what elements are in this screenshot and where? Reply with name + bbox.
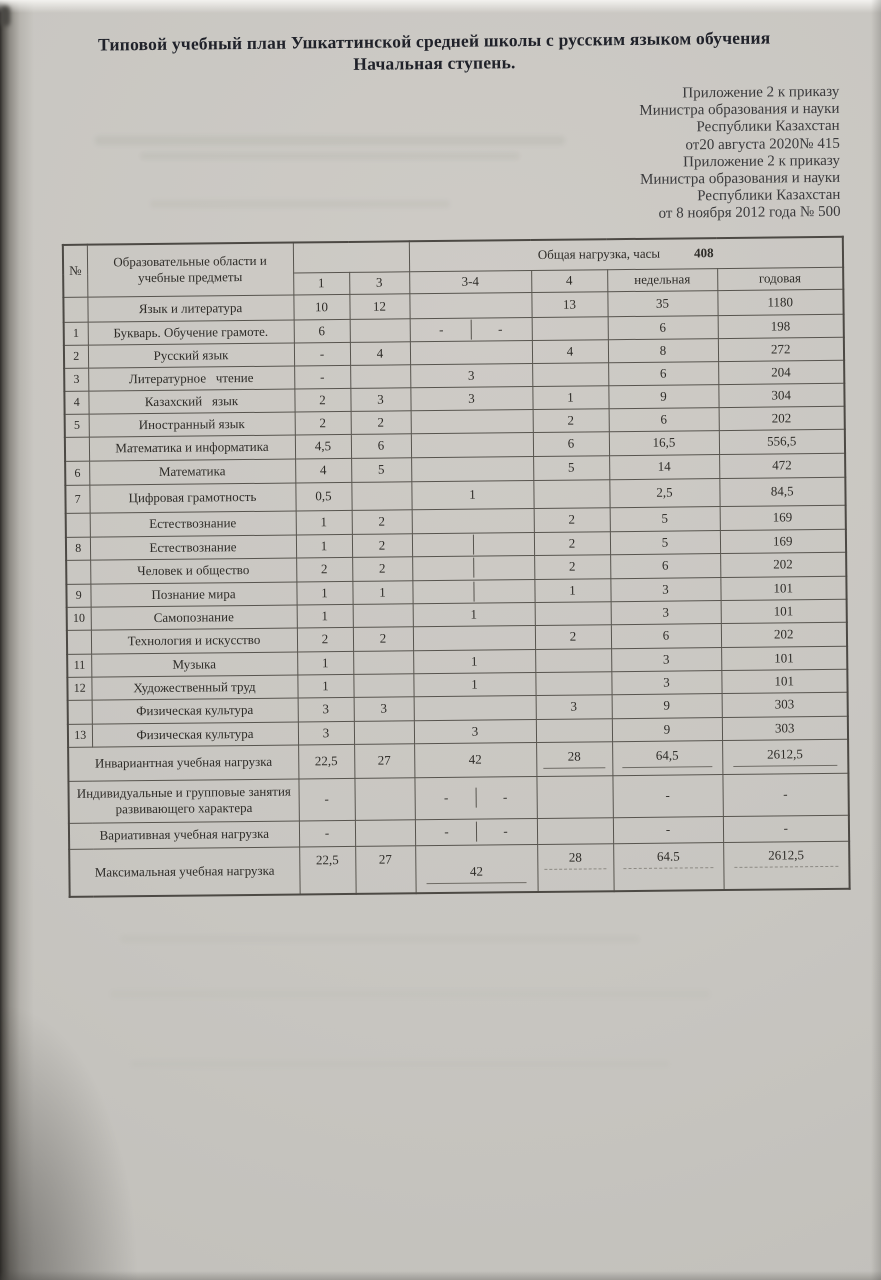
row-label: Язык и литература — [87, 295, 293, 322]
cell-c4: 2 — [533, 408, 609, 432]
underline-mark — [623, 867, 713, 869]
appendix-line: Республики Казахстан — [697, 187, 841, 205]
cell-week: 2,5 — [609, 478, 719, 507]
row-number: 5 — [65, 414, 89, 437]
appendix-line: Министра образования и науки — [639, 169, 841, 188]
appendix-block — [639, 84, 841, 224]
cell-week: 3 — [610, 577, 720, 601]
cell-c34-half: - — [438, 321, 444, 337]
cell-c34 — [415, 818, 537, 845]
cell-c3 — [350, 318, 410, 342]
cell-c34: 42 — [414, 742, 536, 777]
row-number — [66, 560, 90, 584]
cell-c4: 6 — [533, 431, 609, 456]
cell-c4: 4 — [532, 339, 608, 363]
cell-c3: 3 — [354, 696, 414, 721]
row-number: 12 — [67, 677, 91, 700]
row-label: Естествознание — [90, 511, 296, 537]
cell-c34 — [413, 625, 535, 650]
cell-c1: 1 — [297, 604, 353, 628]
cell-c1: 10 — [293, 294, 349, 320]
load-total: 408 — [694, 245, 714, 261]
curriculum-table — [62, 236, 851, 898]
cell-week: - — [613, 816, 723, 843]
cell-c1: 0,5 — [295, 482, 351, 511]
cell-year: 101 — [721, 599, 847, 623]
cell-c3 — [351, 481, 411, 510]
cell-c1: 4,5 — [295, 434, 351, 459]
cell-c34-half: - — [475, 787, 534, 808]
appendix-line: Приложение 2 к приказу — [682, 83, 840, 102]
cell-c3 — [350, 364, 410, 388]
row-label: Физическая культура — [92, 721, 298, 746]
cell-c4 — [535, 671, 611, 695]
cell-value: 2612,5 — [767, 746, 803, 762]
cell-week: 9 — [608, 384, 718, 408]
cell-c4: 2 — [534, 531, 610, 555]
cell-week: 6 — [611, 623, 721, 648]
row-label: Физическая культура — [92, 697, 298, 723]
cell-c4 — [533, 479, 609, 508]
cell-c4: 2 — [534, 507, 610, 532]
cell-year: 101 — [721, 669, 847, 693]
table-body — [63, 289, 849, 897]
row-label: Самопознание — [91, 605, 297, 630]
row-label: Литературное чтение — [88, 366, 294, 391]
underline-mark — [734, 865, 838, 867]
split-cell — [414, 534, 531, 555]
photo-edge-spot — [0, 6, 10, 26]
cell-week: 3 — [611, 647, 721, 671]
cell-c34 — [414, 695, 536, 720]
col-header-grade-3: 3 — [349, 271, 409, 294]
cell-c34 — [409, 292, 531, 318]
cell-c3: 3 — [350, 387, 410, 411]
table-row — [69, 841, 849, 897]
split-cell — [417, 821, 534, 842]
cell-c1: 1 — [297, 651, 353, 675]
cell-value: 28 — [567, 748, 581, 764]
row-number: 11 — [67, 654, 91, 677]
row-number: 13 — [68, 724, 92, 747]
cell-c1: 3 — [298, 697, 354, 722]
row-label: Казахский язык — [88, 389, 294, 414]
cell-c34-half: - — [475, 821, 534, 842]
row-label: Художественный труд — [91, 675, 297, 700]
cell-year: - — [722, 773, 848, 816]
col-header-load — [409, 237, 843, 272]
row-label: Познание мира — [90, 582, 296, 607]
cell-year: 472 — [719, 453, 845, 478]
cell-year: 202 — [721, 622, 847, 647]
cell-year: 169 — [720, 505, 846, 530]
row-label: Естествознание — [90, 535, 296, 560]
cell-c4 — [535, 648, 611, 672]
cell-c3 — [353, 673, 413, 697]
document-title — [0, 25, 875, 78]
split-cell — [417, 787, 534, 808]
cell-c4: 13 — [531, 291, 607, 317]
row-label: Математика — [89, 459, 295, 485]
cell-value: 42 — [469, 863, 484, 879]
cell-c3: 2 — [352, 509, 412, 534]
underline-mark — [545, 868, 606, 870]
cell-c34-half: - — [470, 319, 529, 340]
cell-year: 198 — [718, 314, 844, 338]
cell-year: 303 — [722, 716, 848, 740]
cell-c3: 1 — [352, 580, 412, 604]
underline-mark — [426, 882, 527, 884]
cell-week: 9 — [612, 717, 722, 741]
cell-c34: 3 — [410, 386, 532, 410]
row-label: Индивидуальные и групповые занятия развивающего характера — [68, 778, 298, 822]
cell-c1: - — [294, 342, 350, 366]
col-header-weekly: недельная — [607, 268, 717, 291]
cell-c1: 2 — [294, 388, 350, 412]
appendix-line: Министра образования и науки — [639, 100, 840, 120]
cell-c1: 1 — [296, 510, 352, 535]
cell-year: 169 — [720, 529, 846, 553]
cell-c34 — [412, 508, 534, 533]
cell-c4 — [532, 362, 608, 386]
cell-c34: 1 — [411, 480, 533, 509]
cell-value: 64,5 — [655, 747, 679, 763]
cell-year: 204 — [718, 360, 844, 384]
cell-c4 — [532, 316, 608, 340]
cell-c4 — [536, 718, 612, 742]
split-cell — [415, 557, 532, 578]
cell-c3 — [354, 777, 414, 820]
row-number — [67, 630, 91, 654]
cell-c34 — [410, 340, 532, 364]
cell-c3 — [355, 819, 415, 846]
cell-year — [722, 739, 848, 774]
row-number: 3 — [64, 368, 88, 391]
appendix-line: от20 августа 2020№ 415 — [685, 135, 840, 154]
cell-week: 6 — [610, 553, 720, 578]
cell-week: 5 — [610, 530, 720, 554]
cell-c1: 3 — [298, 721, 354, 745]
cell-week: 6 — [609, 407, 719, 431]
cell-c34 — [415, 844, 537, 893]
col-header-yearly: годовая — [717, 267, 843, 290]
underline-mark — [733, 765, 837, 767]
cell-year: - — [723, 815, 849, 842]
cell-year — [723, 841, 849, 890]
row-number: 10 — [67, 607, 91, 630]
cell-c1: - — [298, 778, 354, 821]
cell-c4: 3 — [536, 694, 612, 719]
cell-c3: 2 — [353, 626, 413, 651]
cell-c3: 6 — [351, 433, 411, 458]
cell-c4 — [537, 843, 613, 892]
cell-year: 303 — [722, 692, 848, 717]
row-label: Математика и информатика — [89, 435, 295, 461]
cell-c4: 1 — [532, 385, 608, 409]
cell-c1: 2 — [296, 557, 352, 582]
cell-c1: 22,5 — [298, 744, 354, 779]
cell-c3: 27 — [354, 743, 414, 778]
cell-week: 14 — [609, 454, 719, 479]
col-header-grade-4: 4 — [531, 269, 607, 292]
row-number: 2 — [64, 345, 88, 368]
cell-c1: 1 — [297, 674, 353, 698]
row-number — [63, 297, 87, 322]
cell-c34-half — [472, 534, 531, 555]
cell-year: 304 — [718, 383, 844, 407]
cell-c34 — [411, 456, 533, 481]
cell-c34-half — [415, 581, 473, 602]
cell-week: 3 — [611, 600, 721, 624]
row-label: Человек и общество — [90, 558, 296, 584]
cell-c1: 1 — [296, 581, 352, 605]
cell-week: 6 — [608, 361, 718, 385]
cell-c34: 3 — [414, 719, 536, 743]
cell-c3 — [353, 650, 413, 674]
title-line-2: Начальная ступень. — [353, 52, 516, 74]
cell-c34: 3 — [410, 363, 532, 387]
cell-c34 — [411, 409, 533, 433]
row-label: Букварь. Обучение грамоте. — [88, 320, 294, 345]
row-label: Иностранный язык — [89, 412, 295, 437]
cell-c34-half — [414, 534, 472, 555]
cell-c1: 2 — [295, 411, 351, 435]
appendix-line: Республики Казахстан — [696, 118, 840, 136]
cell-c34 — [414, 776, 536, 819]
cell-c1: 2 — [297, 627, 353, 652]
row-number: 1 — [64, 322, 88, 345]
appendix-line: Приложение 2 к приказу — [682, 152, 841, 171]
cell-week: 5 — [610, 506, 720, 531]
cell-year: 202 — [720, 552, 846, 577]
cell-c1: 4 — [295, 458, 351, 483]
cell-c3: 5 — [351, 457, 411, 482]
cell-week: 3 — [611, 670, 721, 694]
cell-c34: 1 — [413, 602, 535, 626]
cell-c3: 2 — [351, 410, 411, 434]
col-header-grade-3-4: 3-4 — [409, 270, 531, 293]
cell-c4 — [536, 775, 612, 818]
cell-c34-half — [415, 558, 473, 579]
cell-c4: 2 — [535, 624, 611, 649]
row-number: 6 — [65, 461, 89, 485]
row-label: Цифровая грамотность — [89, 483, 295, 513]
row-number: 8 — [66, 537, 90, 560]
cell-week: 16,5 — [609, 430, 719, 455]
split-cell — [415, 581, 532, 602]
cell-c34 — [410, 317, 532, 341]
row-number — [66, 513, 90, 537]
underline-mark — [544, 767, 605, 769]
split-cell — [412, 319, 529, 340]
cell-c34: 1 — [413, 672, 535, 696]
cell-c3 — [354, 720, 414, 744]
col-header-grade-1: 1 — [293, 272, 349, 295]
row-number — [68, 700, 92, 724]
cell-year: 101 — [721, 646, 847, 670]
row-label: Технология и искусство — [91, 628, 297, 654]
cell-c4 — [537, 817, 613, 844]
load-title: Общая нагрузка, часы — [537, 245, 661, 263]
cell-c3: 4 — [350, 341, 410, 365]
appendix-line: от 8 ноября 2012 года № 500 — [658, 204, 841, 223]
row-label: Музыка — [91, 652, 297, 677]
cell-c34-half: - — [444, 823, 449, 839]
cell-year: 202 — [719, 406, 845, 430]
cell-c34-half — [473, 581, 532, 602]
cell-week: 35 — [607, 290, 717, 316]
row-number: 9 — [66, 584, 90, 607]
title-line-1: Типовой учебный план Ушкаттинской средней школы с русским языком обучения — [97, 27, 771, 55]
col-header-empty — [293, 241, 409, 272]
cell-year: 272 — [718, 337, 844, 361]
cell-c34-half: - — [443, 789, 449, 805]
row-label: Инвариантная учебная нагрузка — [68, 744, 298, 780]
cell-year: 1180 — [717, 289, 843, 315]
cell-c4: 1 — [534, 578, 610, 602]
cell-c3: 27 — [355, 845, 415, 894]
cell-value: 64.5 — [656, 848, 680, 864]
cell-c3: 12 — [349, 293, 409, 319]
cell-c1: 6 — [294, 319, 350, 343]
cell-c4 — [536, 741, 612, 776]
row-number: 7 — [65, 485, 89, 513]
row-label: Вариативная учебная нагрузка — [69, 820, 299, 848]
cell-c34 — [412, 532, 534, 556]
cell-c3: 2 — [352, 533, 412, 557]
cell-value: 2612,5 — [768, 846, 804, 863]
cell-year: 84,5 — [719, 477, 845, 506]
cell-c3: 2 — [352, 556, 412, 581]
cell-c1: 22,5 — [299, 846, 355, 895]
table-wrap — [62, 236, 849, 898]
cell-week: 8 — [608, 338, 718, 362]
cell-c34 — [412, 555, 534, 580]
cell-week: 6 — [608, 315, 718, 339]
cell-c34-half — [473, 557, 532, 578]
row-number — [65, 437, 89, 461]
cell-c1: - — [299, 820, 355, 847]
underline-mark — [622, 766, 712, 768]
cell-c1: - — [294, 365, 350, 389]
cell-week — [612, 740, 722, 775]
cell-week: - — [612, 774, 722, 817]
cell-c4 — [535, 601, 611, 625]
cell-week: 9 — [612, 693, 722, 718]
cell-year: 101 — [720, 576, 846, 600]
cell-week — [613, 842, 723, 891]
row-label: Максимальная учебная нагрузка — [69, 846, 299, 896]
col-header-num: № — [63, 245, 88, 297]
cell-c3 — [353, 603, 413, 627]
cell-c34: 1 — [413, 649, 535, 673]
cell-c34 — [411, 432, 533, 457]
row-label: Русский язык — [88, 343, 294, 368]
col-header-subjects: Образовательные области и учебные предметы — [87, 243, 294, 297]
row-number: 4 — [64, 391, 88, 414]
cell-c4: 2 — [534, 554, 610, 579]
cell-year: 556,5 — [719, 429, 845, 454]
cell-value: 28 — [568, 849, 582, 865]
cell-c4: 5 — [533, 455, 609, 480]
cell-c34 — [412, 579, 534, 603]
cell-c1: 1 — [296, 534, 352, 558]
